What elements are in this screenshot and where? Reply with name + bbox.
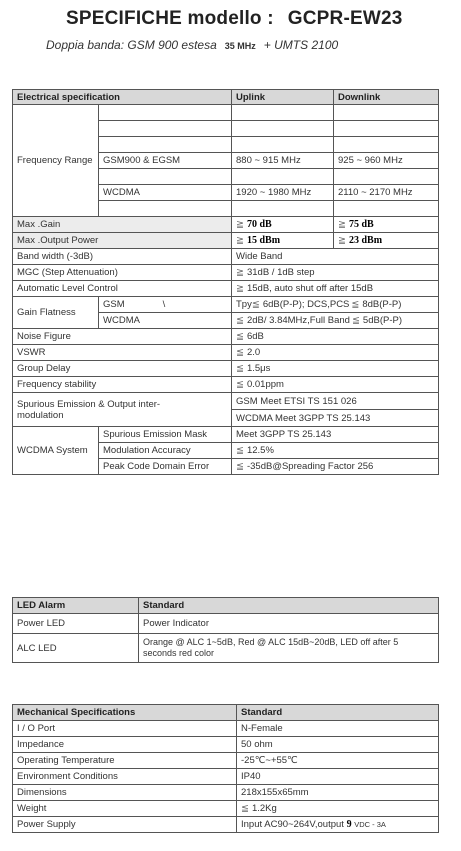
wsys-pcde-value: ≦ -35dB@Spreading Factor 256 xyxy=(232,459,439,475)
max-gain-label: Max .Gain xyxy=(13,217,232,233)
wsys-mod-value: ≦ 12.5% xyxy=(232,443,439,459)
ge-symbol: ≧ xyxy=(338,235,346,246)
max-power-label: Max .Output Power xyxy=(13,233,232,249)
mech-row-label: Impedance xyxy=(13,737,237,753)
max-gain-downlink: ≧ 75 dB xyxy=(334,217,439,233)
mgc-value: ≧ 31dB / 1dB step xyxy=(232,265,439,281)
max-power-downlink: ≧ 23 dBm xyxy=(334,233,439,249)
mech-row-value: IP40 xyxy=(237,769,439,785)
alc-led-value: Orange @ ALC 1~5dB, Red @ ALC 15dB~20dB, LED off after 5 seconds red color xyxy=(139,634,439,663)
group-delay-label: Group Delay xyxy=(13,361,232,377)
gsm-uplink: 880 ~ 915 MHz xyxy=(232,153,334,169)
wsys-sem-label: Spurious Emission Mask xyxy=(99,427,232,443)
ge-symbol: ≧ xyxy=(236,235,244,246)
mech-col-standard: Standard xyxy=(237,705,439,721)
mechanical-spec-table xyxy=(12,704,439,833)
wcdma-uplink: 1920 ~ 1980 MHz xyxy=(232,185,334,201)
ge-symbol: ≧ xyxy=(338,219,346,230)
group-delay-value: ≦ 1.5μs xyxy=(232,361,439,377)
flatness-gsm-label: GSM \ xyxy=(99,297,232,313)
power-led-label: Power LED xyxy=(13,614,139,634)
wcdma-downlink: 2110 ~ 2170 MHz xyxy=(334,185,439,201)
electrical-col-uplink: Uplink xyxy=(232,90,334,105)
led-col-standard: Standard xyxy=(139,598,439,614)
mech-row-value: -25℃~+55℃ xyxy=(237,753,439,769)
wcdma-band-label: WCDMA xyxy=(99,185,232,201)
electrical-col-spec: Electrical specification xyxy=(13,90,232,105)
led-col-alarm: LED Alarm xyxy=(13,598,139,614)
spurious-label: Spurious Emission & Output inter-modulation xyxy=(13,393,232,427)
freq-range-label: Frequency Range xyxy=(13,105,99,217)
wsys-mod-label: Modulation Accuracy xyxy=(99,443,232,459)
subtitle xyxy=(46,38,338,52)
electrical-col-downlink: Downlink xyxy=(334,90,439,105)
alc-label: Automatic Level Control xyxy=(13,281,232,297)
noise-figure-label: Noise Figure xyxy=(13,329,232,345)
flatness-gsm-value: Tpy≦ 6dB(P-P); DCS,PCS ≦ 8dB(P-P) xyxy=(232,297,439,313)
mech-row-label: I / O Port xyxy=(13,721,237,737)
max-gain-uplink: ≧ 70 dB xyxy=(232,217,334,233)
mgc-label: MGC (Step Attenuation) xyxy=(13,265,232,281)
vswr-label: VSWR xyxy=(13,345,232,361)
freq-stability-value: ≦ 0.01ppm xyxy=(232,377,439,393)
title-text: SPECIFICHE modello : xyxy=(66,8,274,29)
flatness-wcdma-value: ≦ 2dB/ 3.84MHz,Full Band ≦ 5dB(P-P) xyxy=(232,313,439,329)
subtitle-band: Doppia banda: GSM 900 estesa xyxy=(46,38,217,52)
spurious-gsm-value: GSM Meet ETSI TS 151 026 xyxy=(232,393,439,410)
gain-flatness-label: Gain Flatness xyxy=(13,297,99,329)
electrical-spec-table xyxy=(12,89,439,475)
power-led-value: Power Indicator xyxy=(139,614,439,634)
vswr-value: ≦ 2.0 xyxy=(232,345,439,361)
gsm-downlink: 925 ~ 960 MHz xyxy=(334,153,439,169)
mech-row-value: 50 ohm xyxy=(237,737,439,753)
freq-stability-label: Frequency stability xyxy=(13,377,232,393)
mech-row-value: ≦ 1.2Kg xyxy=(237,801,439,817)
bandwidth-value: Wide Band xyxy=(232,249,439,265)
power-supply-value: Input AC90~264V,output 9 VDC - 3A xyxy=(237,817,439,833)
gsm-band-label: GSM900 & EGSM xyxy=(99,153,232,169)
mech-row-label: Dimensions xyxy=(13,785,237,801)
alc-led-label: ALC LED xyxy=(13,634,139,663)
mech-row-label: Operating Temperature xyxy=(13,753,237,769)
subtitle-mhz: 35 MHz xyxy=(224,41,256,51)
page-title xyxy=(66,8,461,30)
mech-row-label: Environment Conditions xyxy=(13,769,237,785)
spurious-wcdma-value: WCDMA Meet 3GPP TS 25.143 xyxy=(232,410,439,427)
led-alarm-table xyxy=(12,597,439,663)
subtitle-umts: + UMTS 2100 xyxy=(263,38,339,52)
mech-row-value: N-Female xyxy=(237,721,439,737)
mech-row-label: Weight xyxy=(13,801,237,817)
alc-value: ≧ 15dB, auto shut off after 15dB xyxy=(232,281,439,297)
max-power-uplink: ≧ 15 dBm xyxy=(232,233,334,249)
wsys-pcde-label: Peak Code Domain Error xyxy=(99,459,232,475)
noise-figure-value: ≦ 6dB xyxy=(232,329,439,345)
mech-col-spec: Mechanical Specifications xyxy=(13,705,237,721)
power-supply-label: Power Supply xyxy=(13,817,237,833)
flatness-wcdma-label: WCDMA xyxy=(99,313,232,329)
mech-row-value: 218x155x65mm xyxy=(237,785,439,801)
bandwidth-label: Band width (-3dB) xyxy=(13,249,232,265)
wsys-sem-value: Meet 3GPP TS 25.143 xyxy=(232,427,439,443)
ge-symbol: ≧ xyxy=(236,219,244,230)
wcdma-system-label: WCDMA System xyxy=(13,427,99,475)
model-name: GCPR-EW23 xyxy=(287,8,403,29)
